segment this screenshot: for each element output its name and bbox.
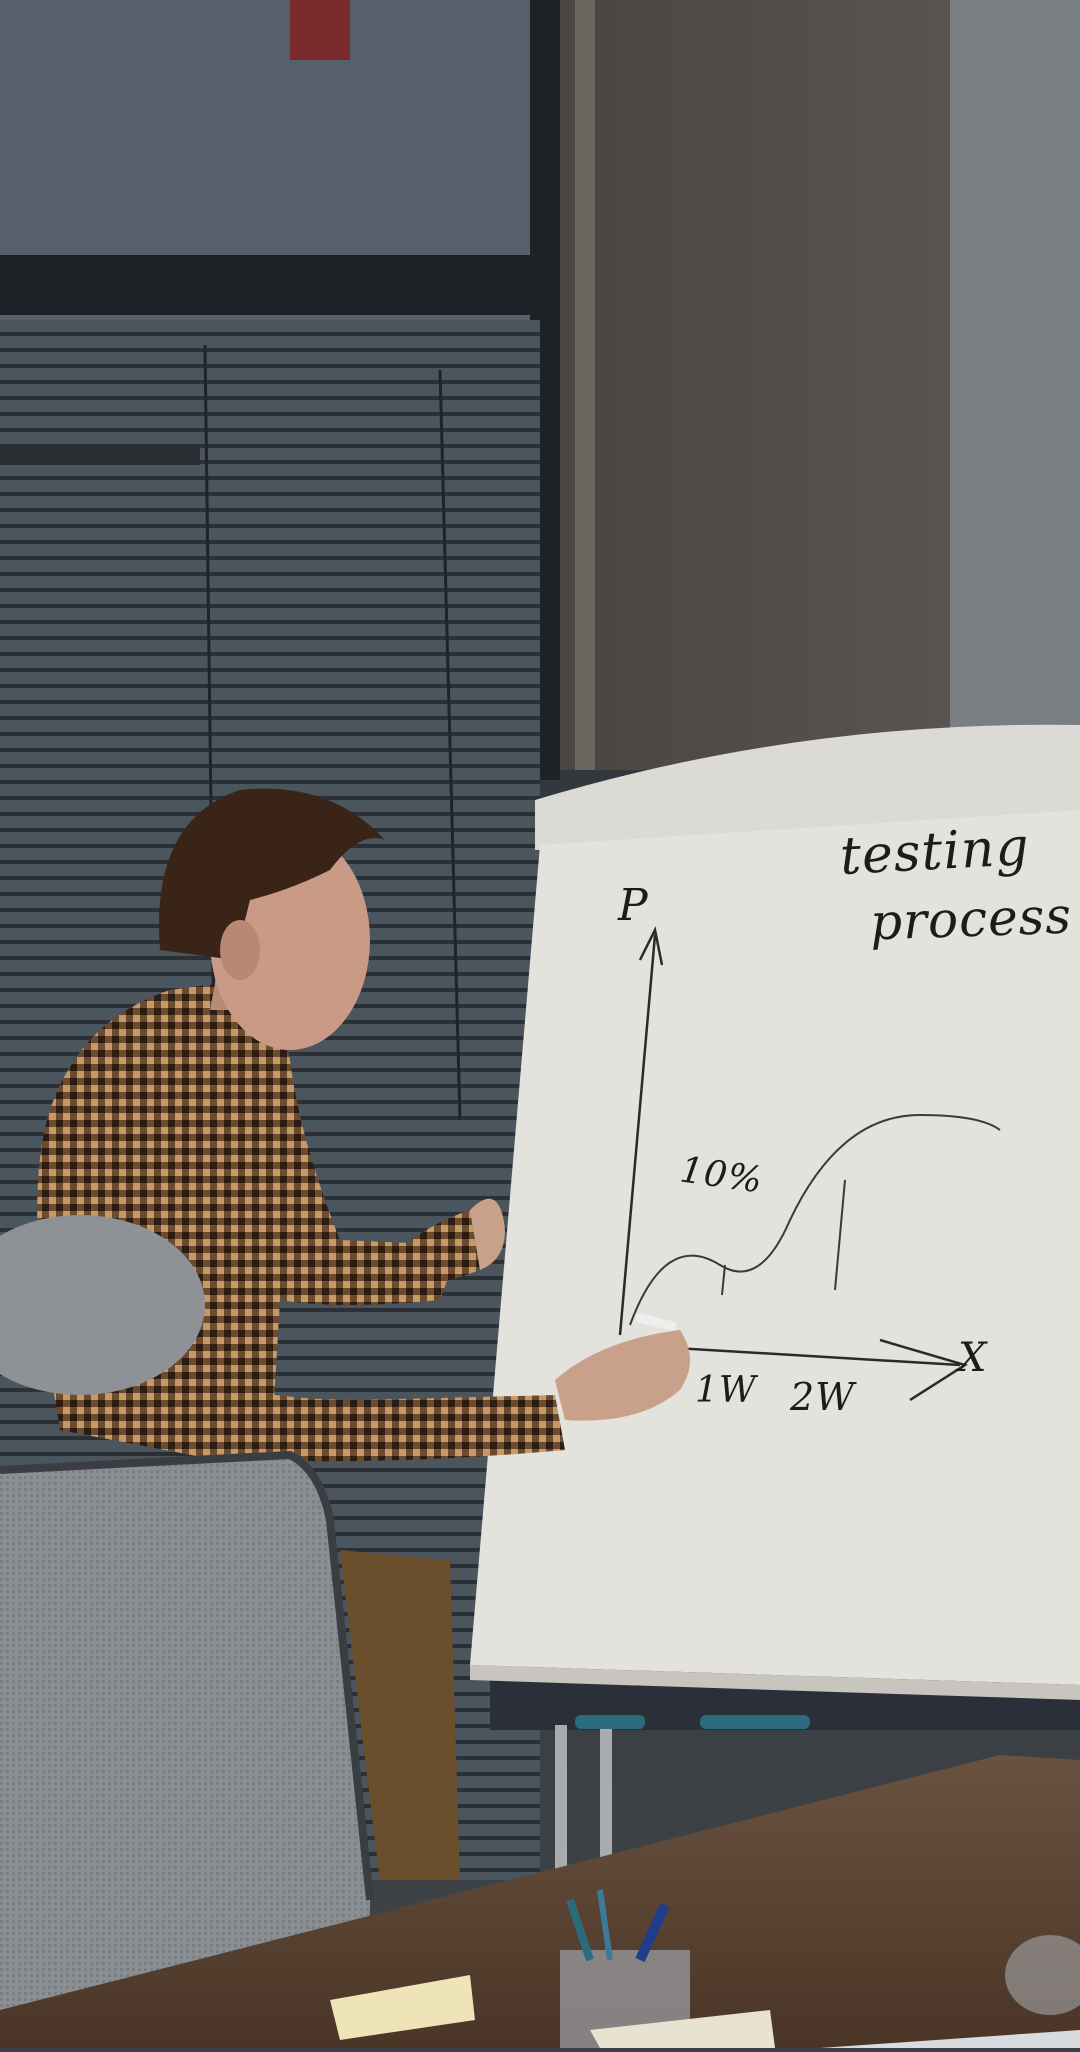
pillar	[560, 0, 970, 770]
tick-label-2w: 2W	[790, 1375, 856, 1419]
right-wall	[950, 0, 1080, 740]
chart-heading-line-1: testing	[838, 817, 1032, 887]
easel-leg-inner	[600, 1720, 612, 1870]
marker-tray-1	[700, 1715, 810, 1729]
y-axis-label: P	[618, 880, 649, 931]
chart-heading-line-2: process	[869, 886, 1073, 952]
marker-tray-2	[575, 1715, 645, 1729]
office-chair	[0, 1455, 370, 2010]
x-axis-label: X	[958, 1335, 988, 1381]
pillar-edge	[575, 0, 595, 770]
ear	[220, 920, 260, 980]
window-crossbar	[0, 255, 560, 315]
percent-annotation: 10%	[677, 1149, 766, 1202]
tick-label-1w: 1W	[695, 1370, 757, 1411]
door-handle	[0, 445, 200, 465]
red-sign	[290, 0, 350, 60]
easel-leg-left	[555, 1725, 567, 1875]
